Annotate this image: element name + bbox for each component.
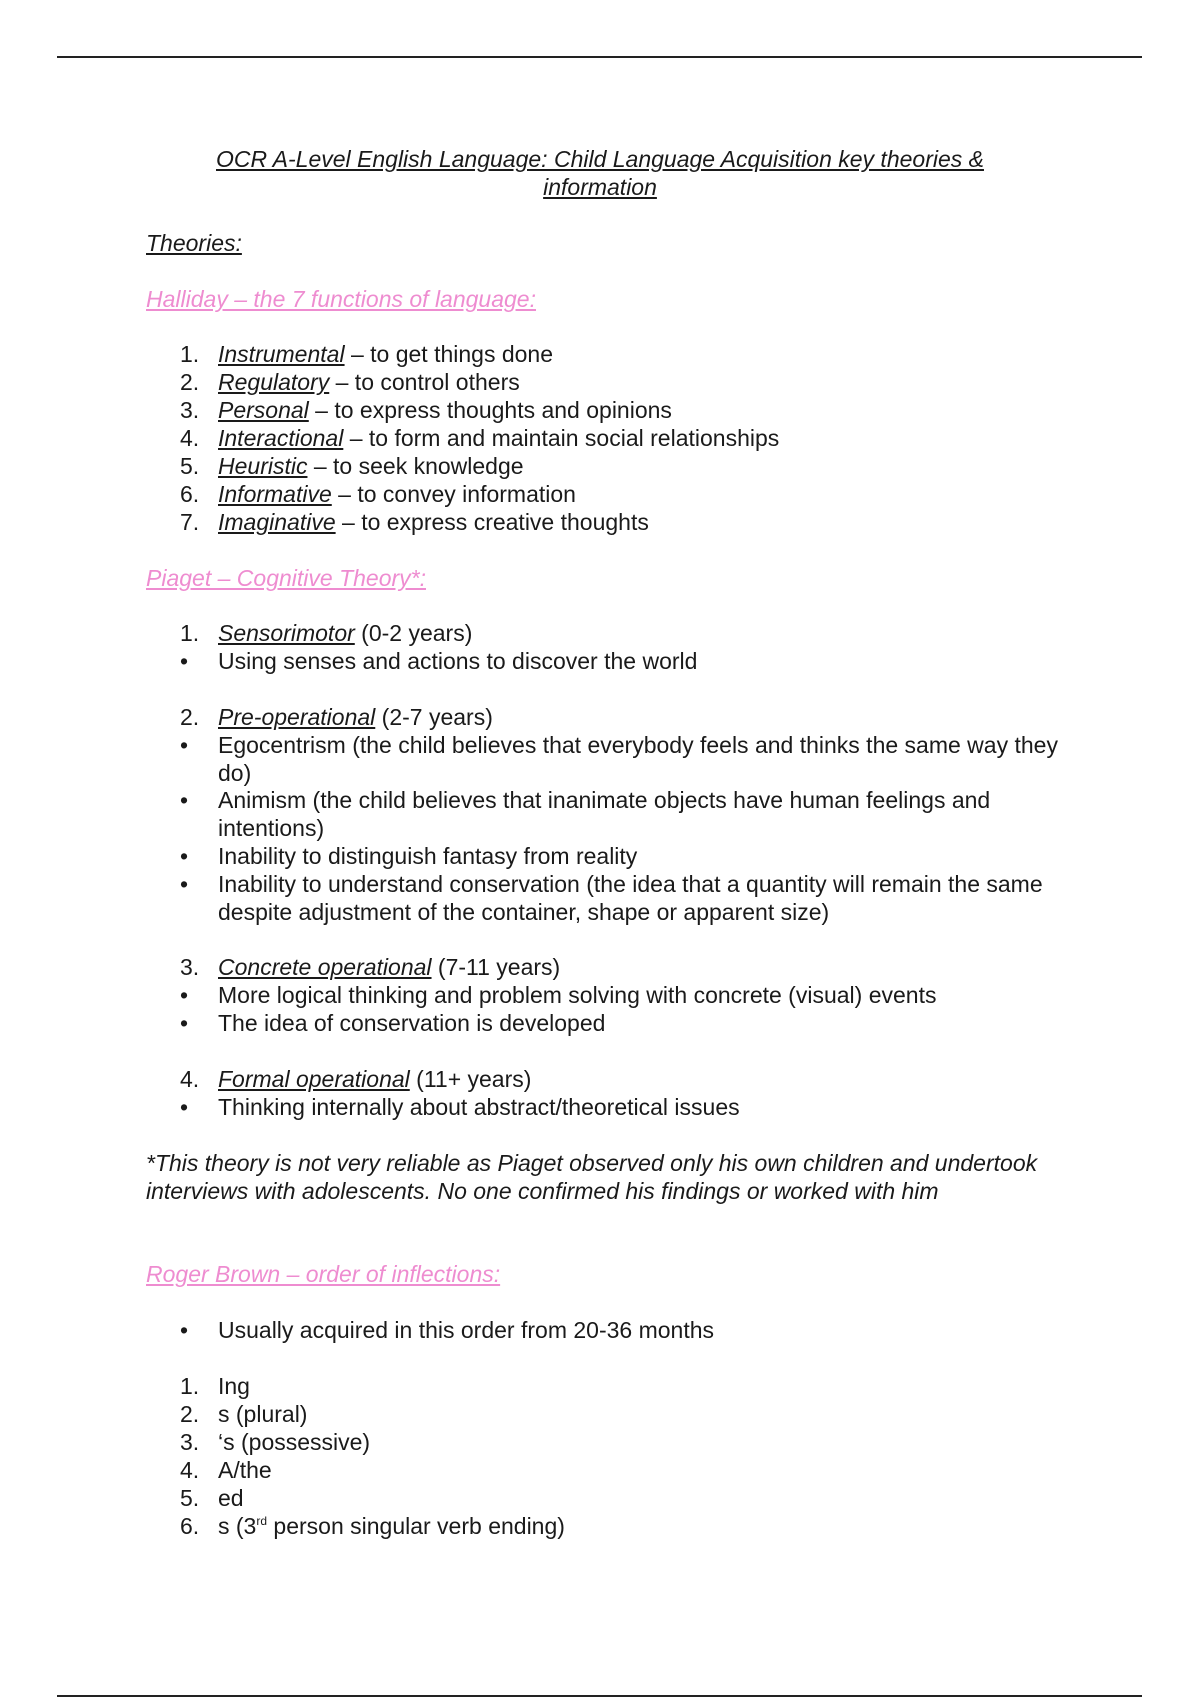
piaget-heading: Piaget – Cognitive Theory*: [146,565,426,591]
theories-heading: Theories: [146,230,242,256]
bottom-rule [57,1695,1142,1697]
piaget-footnote: *This theory is not very reliable as Piaget observed only his own children and undertook interviews with adolescents. No one confirmed his findings or worked with him [146,1150,1038,1204]
halliday-heading: Halliday – the 7 functions of language: [146,286,536,312]
top-rule [57,56,1142,58]
brown-heading: Roger Brown – order of inflections: [146,1261,501,1287]
document-title: OCR A-Level English Language: Child Language Acquisition key theories & information [216,146,984,200]
